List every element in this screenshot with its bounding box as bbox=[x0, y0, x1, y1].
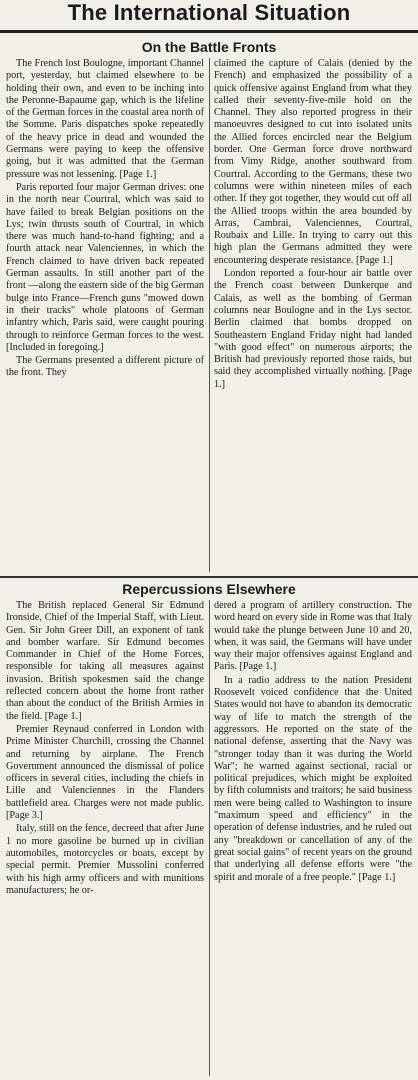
battle-column-right bbox=[214, 58, 412, 572]
paragraph: London reported a four-hour air battle over the French coast between Dunkerque and Calais, as well as the bombing of German columns near Boulogne and in the Lys sector. Berlin claimed that bombs dropped on Southeastern England Friday night had landed "with good effect" on numerous airports; the British had previously reported those raids, but said they accomplished virtually nothing. [Page 1.] bbox=[214, 268, 412, 390]
paragraph: dered a program of artillery construction. The word heard on every side in Rome was that Italy would take the plunge between June 10 and 20, when, it was said, the Germans will have under way their major offensives against England and Paris. [Page 1.] bbox=[214, 600, 412, 673]
column-divider bbox=[209, 58, 210, 572]
battle-column-left bbox=[6, 58, 204, 572]
page-title: The International Situation bbox=[0, 0, 418, 33]
repercussions-column-left bbox=[6, 600, 204, 1076]
repercussions-column-right bbox=[214, 600, 412, 1076]
section-heading-battle: On the Battle Fronts bbox=[141, 39, 277, 55]
paragraph: In a radio address to the nation President Roosevelt voiced confidence that the United States would not have to abandon its democratic way of life to match the strength of the aggressors. He reported on the state of the national defense, asserting that the Navy was "stronger today than it was during the World War"; he warned against sectional, racial or political prejudices, which might be exploited by fifth columnists and traitors; he said business men were being called to Washington to insure "maximum speed and efficiency" in the operation of defense industries, and he ruled out any "breakdown or cancellation of any of the great social gains" of recent years on the ground that underlying all defense efforts were "the spirit and morale of a free people." [Page 1.] bbox=[214, 674, 412, 883]
section-heading-repercussions: Repercussions Elsewhere bbox=[122, 581, 296, 597]
paragraph: The French lost Boulogne, important Channel port, yesterday, but claimed elsewhere to be holding their own, and even to be inching into the Peronne-Bapaume gap, which is the lifeline of the German forces in the coastal area north of the Somme. Paris dispatches spoke repeatedly of the heavy price in dead and wounded the Germans were paying to keep the offensive going, but it was admitted that the German pressure was not lessening. [Page 1.] bbox=[6, 58, 204, 180]
paragraph: Premier Reynaud conferred in London with Prime Minister Churchill, crossing the Channel and returning by airplane. The French Government announced the dismissal of police officers in several cities, including the chiefs in Lille and Valenciennes in the Flanders battlefield area. Charges were not made public. [Page 3.] bbox=[6, 723, 204, 822]
paragraph: Italy, still on the fence, decreed that after June 1 no more gasoline be burned up in civilian automobiles, motorcycles or boats, except by special permit. Premier Mussolini conferred with his high army officers and with munitions manufacturers; he or- bbox=[6, 823, 204, 896]
paragraph: claimed the capture of Calais (denied by the French) and emphasized the possibility of a quick offensive against England from what they called their seventy-five-mile hold on the Channel. They also reported progress in their manoeuvres designed to cut into isolated units the Allied forces encircled near the Belgium border. One German force drove northward from Vimy Ridge, another southward from Courtral. According to the Germans, these two columns were within nineteen miles of each other. If they got together, they would cut off all the Allied troops within the area bounded by Arras, Cambrai, Valenciennes, Courtral, Roubaix and Lille. In trying to carry out this high plan the Germans admitted they were encountering desperate resistance. [Page 1.] bbox=[214, 58, 412, 266]
paragraph: The Germans presented a different picture of the front. They bbox=[6, 355, 204, 379]
paragraph: Paris reported four major German drives: one in the north near Courtral, which was said to have failed to break Belgian positions on the Lys; twin thrusts south of Courtral, in which there was much hand-to-hand fighting; and a fourth attack near Valenciennes, in which the French claimed to have driven back repeated German assaults. In still another part of the front —along the eastern side of the big German bulge into France—French guns "mowed down in their tracks" whole platoons of German infantry which, Paris said, were caught pouring through to reinforce German forces to the west. [Included in foregoing.] bbox=[6, 181, 204, 353]
column-divider bbox=[209, 600, 210, 1076]
paragraph: The British replaced General Sir Edmund Ironside, Chief of the Imperial Staff, with Lieut. Gen. Sir John Greer Dill, an exponent of tank and bomber warfare. Sir Edmund becomes Commander in Chief of the Home Forces, responsible for taking all measures against invasion. British spokesmen said the change reflected concern about the home front rather than about the conduct of the British Armies in the field. [Page 1.] bbox=[6, 600, 204, 722]
section-divider bbox=[0, 576, 418, 578]
